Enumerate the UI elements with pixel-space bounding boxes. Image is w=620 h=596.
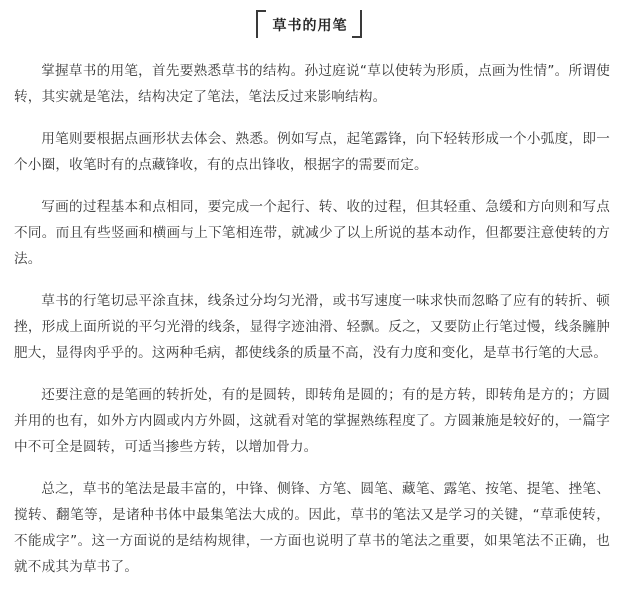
paragraph-5: 还要注意的是笔画的转折处，有的是圆转，即转角是圆的；有的是方转，即转角是方的；方圆并用的也有，如外方内圆或内方外圆，这就看对笔的掌握熟练程度了。方圆兼施是较好的，一篇字中不可全是圆转，可适当掺些方转，以增加骨力。: [14, 387, 610, 455]
title-block: [0, 6, 620, 40]
paragraph-6: 总之，草书的笔法是最丰富的，中锋、侧锋、方笔、圆笔、藏笔、露笔、按笔、提笔、挫笔、搅转、翻笔等，是诸种书体中最集笔法大成的。因此，草书的笔法又是学习的关键，“草乖使转，不能成字”。这一方面说的是结构规律，一方面也说明了草书的笔法之重要，如果笔法不正确，也就不成其为草书了。: [14, 481, 610, 575]
paragraph-1: 掌握草书的用笔，首先要熟悉草书的结构。孙过庭说“草以使转为形质，点画为性情”。所谓使转，其实就是笔法，结构决定了笔法，笔法反过来影响结构。: [14, 63, 610, 105]
article-title: 草书的用笔: [272, 18, 348, 34]
title-bracket-right: [352, 10, 362, 38]
paragraph-4: 草书的行笔切忌平涂直抹，线条过分均匀光滑，或书写速度一味求快而忽略了应有的转折、顿挫，形成上面所说的平匀光滑的线条，显得字迹油滑、轻飘。反之，又要防止行笔过慢，线条臃肿肥大，显得肉乎乎的。这两种毛病，都使线条的质量不高，没有力度和变化，是草书行笔的大忌。: [14, 293, 610, 361]
paragraph-2: 用笔则要根据点画形状去体会、熟悉。例如写点，起笔露锋，向下轻转形成一个小弧度，即一个小圈，收笔时有的点藏锋收，有的点出锋收，根据字的需要而定。: [14, 131, 610, 173]
article-body: [14, 58, 610, 596]
paragraph-3: 写画的过程基本和点相同，要完成一个起行、转、收的过程，但其轻重、急缓和方向则和写点不同。而且有些竖画和横画与上下笔相连带，就减少了以上所说的基本动作，但都要注意使转的方法。: [14, 199, 610, 267]
